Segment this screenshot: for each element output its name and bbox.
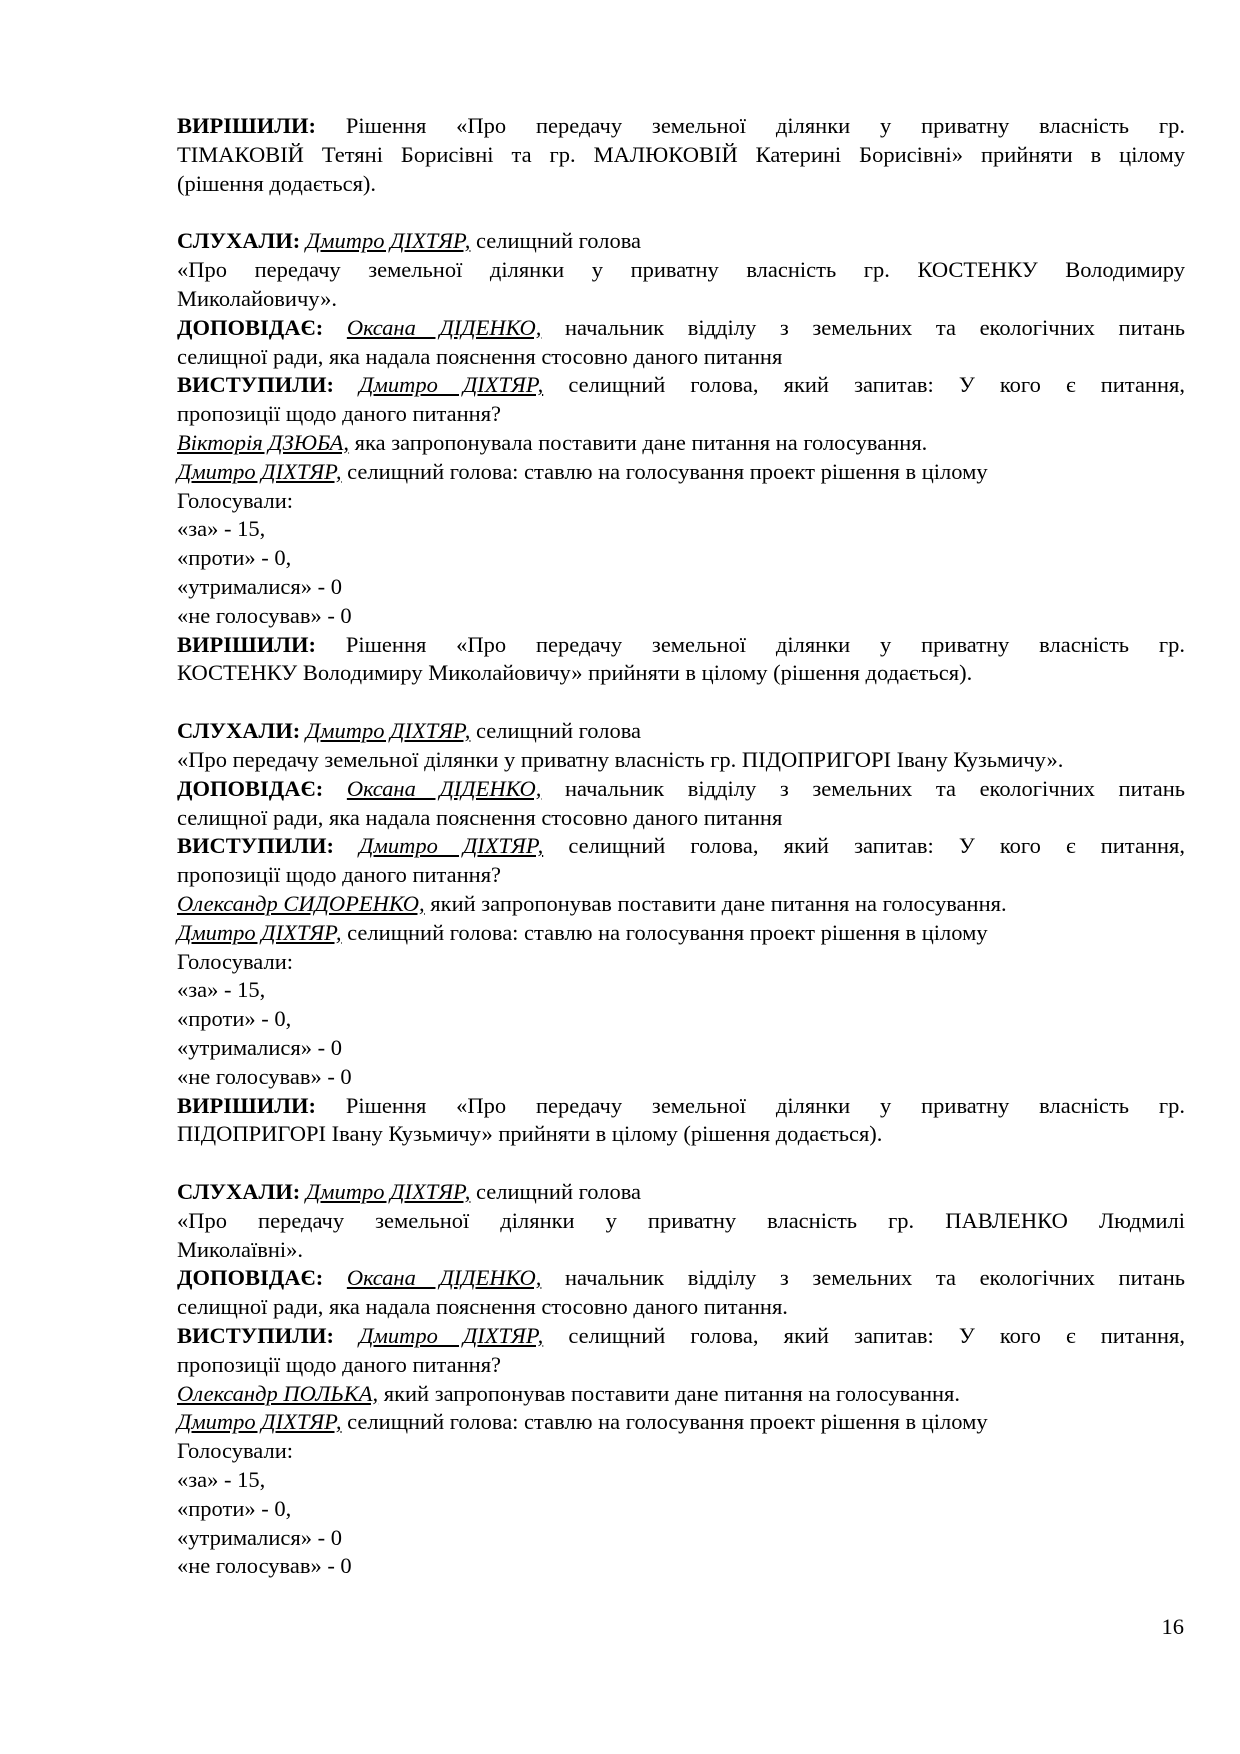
speaker-name: Дмитро ДІХТЯР, [359,372,544,398]
vote-abstained: «утрималися» - 0 [177,573,343,599]
heard-role: селищний голова [470,228,642,254]
vote-for: «за» - 15, [177,1467,266,1493]
speaker-text: селищний голова, який запитав: У кого є питання, [543,1323,1185,1349]
decision-line: ТІМАКОВІЙ Тетяні Борисівні та гр. МАЛЮКОВІЙ Катерині Борисівні» прийняти в цілому [177,141,1185,167]
decision-text: Рішення «Про передачу земельної ділянки у приватну власність гр. [345,1092,1185,1118]
decision-line: ПІДОПРИГОРІ Івану Кузьмичу» прийняти в цілому (рішення додається). [177,1121,883,1147]
vote-against: «проти» - 0, [177,1006,292,1032]
reporter-line: селищної ради, яка надала пояснення стосовно даного питання [177,804,783,830]
vote-not-voted: «не голосував» - 0 [177,602,352,628]
document-page [177,112,1185,1581]
speaker-text: селищний голова, який запитав: У кого є питання, [543,372,1185,398]
spacer [177,688,1185,717]
agenda-title: «Про передачу земельної ділянки у приватну власність гр. ПІДОПРИГОРІ Івану Кузьмичу». [177,746,1064,772]
chair-name: Дмитро ДІХТЯР, [177,458,342,484]
section-3 [177,1178,1185,1581]
speaker-line: пропозиції щодо даного питання? [177,862,502,888]
decision-line [177,1092,1185,1121]
agenda-title: Миколаївні». [177,1236,304,1262]
reporter-line: селищної ради, яка надала пояснення стосовно даного питання. [177,1294,788,1320]
proposal-line [177,1380,1185,1409]
heard-name: Дмитро ДІХТЯР, [305,228,471,254]
vote-abstained: «утрималися» - 0 [177,1034,343,1060]
reporter-line [177,775,1185,804]
spacer [177,1149,1185,1178]
speaker-line [177,832,1185,861]
speaker-line [177,1322,1185,1351]
decision-line: КОСТЕНКУ Володимиру Миколайовичу» прийняти в цілому (рішення додається). [177,660,973,686]
heard-name: Дмитро ДІХТЯР, [305,718,471,744]
reporter-label: ДОПОВІДАЄ: [177,314,324,340]
chair-name: Дмитро ДІХТЯР, [177,919,342,945]
heard-label: СЛУХАЛИ: [177,228,301,254]
vote-against: «проти» - 0, [177,545,292,571]
section-0-decision [177,112,1185,198]
decision-label: ВИРІШИЛИ: [177,1092,316,1118]
reporter-line: селищної ради, яка надала пояснення стосовно даного питання [177,343,783,369]
vote-for: «за» - 15, [177,977,266,1003]
put-to-vote-line [177,458,1185,487]
speaker-text: селищний голова, який запитав: У кого є питання, [543,833,1185,859]
put-to-vote-text: селищний голова: ставлю на голосування проект рішення в цілому [341,458,988,484]
speaker-name: Дмитро ДІХТЯР, [359,1323,544,1349]
reporter-line [177,1264,1185,1293]
vote-heading: Голосували: [177,487,293,513]
put-to-vote-line [177,919,1185,948]
heard-name: Дмитро ДІХТЯР, [305,1179,471,1205]
heard-line [177,1178,1185,1207]
speaker-line: пропозиції щодо даного питання? [177,401,502,427]
decision-line [177,112,1185,141]
heard-label: СЛУХАЛИ: [177,1179,301,1205]
proposer-name: Олександр ПОЛЬКА, [177,1380,379,1406]
speaker-label: ВИСТУПИЛИ: [177,372,335,398]
proposal-line [177,890,1185,919]
decision-line: (рішення додається). [177,170,377,196]
put-to-vote-text: селищний голова: ставлю на голосування проект рішення в цілому [341,1409,988,1435]
reporter-text: начальник відділу з земельних та екологічних питань [541,1265,1186,1291]
reporter-name: Оксана ДІДЕНКО, [346,1265,542,1291]
reporter-text: начальник відділу з земельних та екологічних питань [541,775,1186,801]
put-to-vote-text: селищний голова: ставлю на голосування проект рішення в цілому [341,919,988,945]
decision-label: ВИРІШИЛИ: [177,631,316,657]
heard-role: селищний голова [470,1179,642,1205]
heard-line [177,717,1185,746]
heard-label: СЛУХАЛИ: [177,718,301,744]
reporter-label: ДОПОВІДАЄ: [177,775,324,801]
proposal-text: який запропонував поставити дане питання на голосування. [378,1380,961,1406]
decision-line [177,631,1185,660]
decision-text: Рішення «Про передачу земельної ділянки у приватну власність гр. [345,113,1185,138]
reporter-line [177,314,1185,343]
vote-against: «проти» - 0, [177,1495,292,1521]
agenda-title: Миколайовичу». [177,285,337,311]
vote-heading: Голосували: [177,1438,293,1464]
speaker-name: Дмитро ДІХТЯР, [359,833,544,859]
vote-heading: Голосували: [177,948,293,974]
put-to-vote-line [177,1408,1185,1437]
proposer-name: Олександр СИДОРЕНКО, [177,890,425,916]
vote-not-voted: «не голосував» - 0 [177,1063,352,1089]
decision-text: Рішення «Про передачу земельної ділянки у приватну власність гр. [345,631,1185,657]
page-number: 16 [1161,1614,1184,1639]
agenda-title: «Про передачу земельної ділянки у приватну власність гр. КОСТЕНКУ Володимиру [177,257,1185,283]
spacer [177,198,1185,227]
vote-not-voted: «не голосував» - 0 [177,1553,352,1579]
proposal-text: яка запропонувала поставити дане питання на голосування. [349,429,928,455]
decision-label: ВИРІШИЛИ: [177,113,316,138]
proposal-text: який запропонував поставити дане питання на голосування. [424,890,1007,916]
proposer-name: Вікторія ДЗЮБА, [177,429,350,455]
heard-line [177,227,1185,256]
speaker-line: пропозиції щодо даного питання? [177,1351,502,1377]
agenda-title: «Про передачу земельної ділянки у приватну власність гр. ПАВЛЕНКО Людмилі [177,1207,1185,1233]
section-2 [177,717,1185,1149]
reporter-name: Оксана ДІДЕНКО, [346,314,542,340]
reporter-text: начальник відділу з земельних та екологічних питань [541,314,1186,340]
section-1 [177,227,1185,688]
speaker-label: ВИСТУПИЛИ: [177,1323,335,1349]
speaker-label: ВИСТУПИЛИ: [177,833,335,859]
heard-role: селищний голова [470,718,642,744]
reporter-name: Оксана ДІДЕНКО, [346,775,542,801]
vote-for: «за» - 15, [177,516,266,542]
proposal-line [177,429,1185,458]
reporter-label: ДОПОВІДАЄ: [177,1265,324,1291]
vote-abstained: «утрималися» - 0 [177,1524,343,1550]
chair-name: Дмитро ДІХТЯР, [177,1409,342,1435]
speaker-line [177,371,1185,400]
